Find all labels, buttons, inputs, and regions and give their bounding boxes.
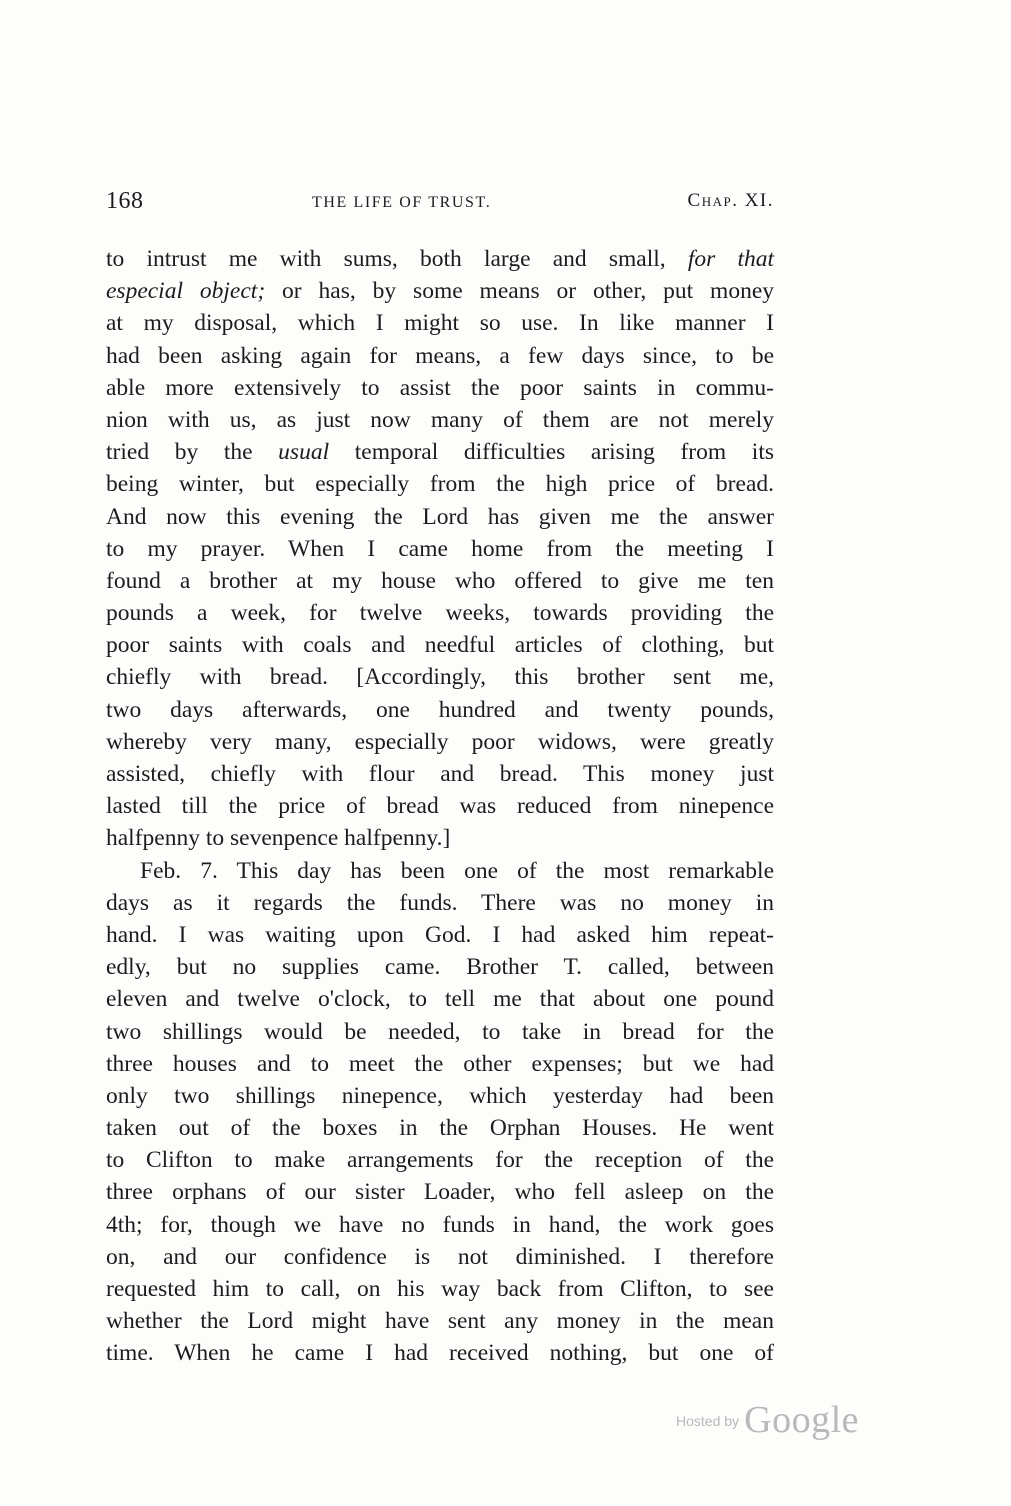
text-line	[106, 790, 774, 822]
text-segment: at my disposal, which I might so use. In like manner I	[106, 310, 774, 337]
text-line	[106, 887, 774, 919]
text-segment: three houses and to meet the other expenses; but we had	[106, 1050, 774, 1077]
hosted-by-label: Hosted by	[676, 1413, 740, 1429]
text-line	[106, 661, 774, 693]
text-line	[106, 629, 774, 661]
google-logo-text: Google	[744, 1399, 860, 1441]
text-segment: Feb. 7. This day has been one of the most remarkable	[140, 857, 774, 884]
text-segment: time. When he came I had received nothing, but one of	[106, 1340, 774, 1367]
text-line	[106, 726, 774, 758]
text-line	[106, 919, 774, 951]
text-segment: days as it regards the funds. There was no money in	[106, 889, 774, 916]
text-segment: being winter, but especially from the high price of bread.	[106, 471, 774, 498]
page-number: 168	[106, 188, 144, 214]
text-segment: hand. I was waiting upon God. I had asked him repeat-	[106, 921, 774, 948]
text-line	[106, 1016, 774, 1048]
text-segment: taken out of the boxes in the Orphan Houses. He went	[106, 1115, 774, 1142]
text-segment: poor saints with coals and needful articles of clothing, but	[106, 632, 774, 659]
chapter-heading: Chap. XI.	[687, 190, 774, 211]
text-line	[106, 951, 774, 983]
text-line	[106, 243, 774, 275]
text-line	[106, 1176, 774, 1208]
text-segment: pounds a week, for twelve weeks, towards providing the	[106, 600, 774, 627]
text-line	[106, 1305, 774, 1337]
text-segment: eleven and twelve o'clock, to tell me that about one pound	[106, 986, 774, 1013]
text-line	[106, 340, 774, 372]
italic-text: usual	[278, 439, 330, 466]
text-line	[106, 307, 774, 339]
text-segment: whether the Lord might have sent any money in the mean	[106, 1308, 774, 1335]
text-line	[106, 565, 774, 597]
text-segment: temporal difficulties arising from its	[329, 439, 774, 466]
text-segment: assisted, chiefly with flour and bread. This money just	[106, 761, 774, 787]
text-line	[106, 1337, 774, 1369]
text-line	[106, 855, 774, 887]
text-line	[106, 822, 774, 854]
text-line	[106, 758, 774, 790]
italic-text: especial object;	[106, 278, 266, 305]
google-watermark	[676, 1398, 860, 1441]
text-segment: chiefly with bread. [Accordingly, this brother sent me,	[106, 664, 774, 691]
text-line	[106, 501, 774, 533]
text-line	[106, 1144, 774, 1176]
text-segment: two days afterwards, one hundred and twenty pounds,	[106, 696, 774, 723]
text-segment: whereby very many, especially poor widows, were greatly	[106, 728, 774, 755]
italic-text: for that	[687, 246, 775, 272]
text-segment: tried by the	[106, 439, 279, 466]
text-segment: to my prayer. When I came home from the meeting I	[106, 535, 774, 562]
text-line	[106, 404, 774, 436]
text-segment: And now this evening the Lord has given me the answer	[106, 503, 774, 530]
text-segment: to intrust me with sums, both large and small,	[106, 246, 688, 272]
text-segment: two shillings would be needed, to take in bread for the	[106, 1018, 774, 1045]
text-line	[106, 694, 774, 726]
text-line	[106, 533, 774, 565]
text-line	[106, 275, 774, 307]
text-line	[106, 436, 774, 468]
text-segment: able more extensively to assist the poor saints in commu-	[106, 374, 774, 401]
text-line	[106, 1048, 774, 1080]
text-segment: three orphans of our sister Loader, who fell asleep on the	[106, 1179, 774, 1206]
text-line	[106, 597, 774, 629]
text-segment: nion with us, as just now many of them are not merely	[106, 406, 774, 433]
text-segment: on, and our confidence is not diminished. I therefore	[106, 1243, 774, 1270]
text-segment: halfpenny to sevenpence halfpenny.]	[106, 825, 451, 852]
text-line	[106, 468, 774, 500]
text-segment: or has, by some means or other, put money	[265, 278, 774, 305]
text-segment: to Clifton to make arrangements for the reception of the	[106, 1147, 774, 1174]
text-line	[106, 1273, 774, 1305]
text-segment: had been asking again for means, a few days since, to be	[106, 342, 774, 369]
text-segment: found a brother at my house who offered to give me ten	[106, 567, 774, 594]
text-line	[106, 1241, 774, 1273]
text-segment: 4th; for, though we have no funds in hand, the work goes	[106, 1211, 774, 1238]
running-head	[106, 188, 774, 218]
text-segment: only two shillings ninepence, which yesterday had been	[106, 1082, 774, 1109]
text-line	[106, 1080, 774, 1112]
book-title: THE LIFE OF TRUST.	[312, 194, 492, 211]
text-segment: requested him to call, on his way back from Clifton, to see	[106, 1276, 774, 1302]
text-line	[106, 1112, 774, 1144]
text-segment: lasted till the price of bread was reduced from ninepence	[106, 793, 774, 820]
body-text	[106, 243, 774, 1370]
text-line	[106, 983, 774, 1015]
text-line	[106, 372, 774, 404]
text-line	[106, 1209, 774, 1241]
text-segment: edly, but no supplies came. Brother T. called, between	[106, 954, 774, 981]
